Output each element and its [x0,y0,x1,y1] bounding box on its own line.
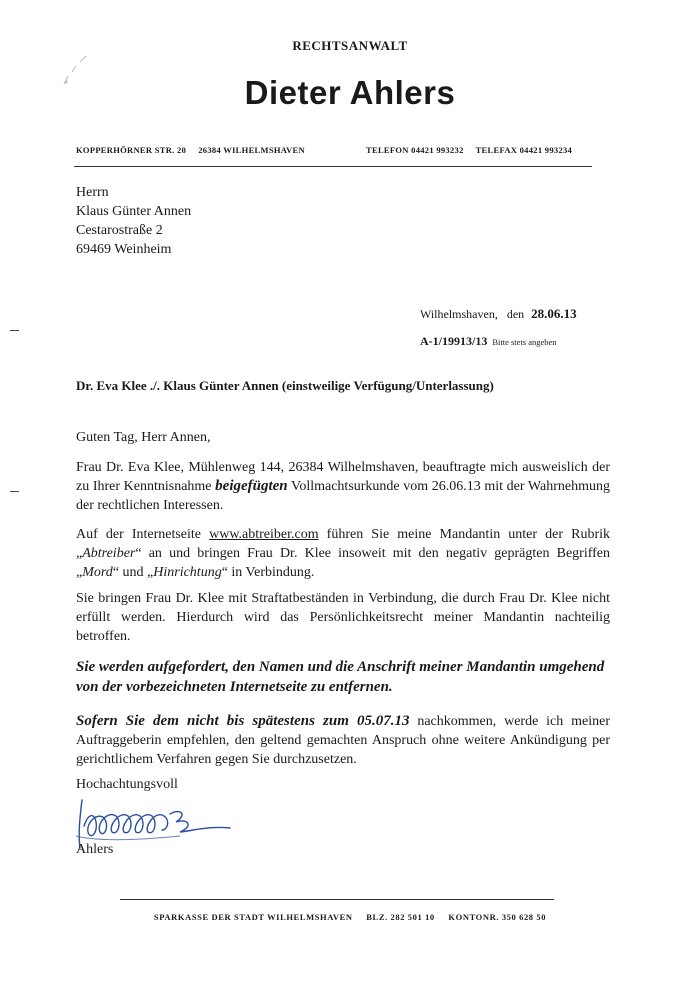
paragraph-deadline [76,712,610,769]
paragraph-mandate-text-1: Frau Dr. Eva Klee, Mühlenweg 144, 26384 Wilhelmshaven, beauftragte mich ausweislich der zu Ihrer Kenntnisnahme [76,460,610,494]
recipient-city: 69469 Weinheim [76,242,172,257]
deadline-emphasis: Sofern Sie dem nicht bis spätestens zum 05.07.13 [76,713,410,729]
greeting: Guten Tag, Herr Annen, [76,430,211,445]
subject-line: Dr. Eva Klee ./. Klaus Günter Annen (einstweilige Verfügung/Unterlassung) [76,378,494,393]
paragraph-website-text-4: “ und „ [112,565,154,580]
paragraph-mandate [76,458,610,515]
demand-statement: Sie werden aufgefordert, den Namen und die Anschrift meiner Mandantin umgehend von der vorbezeichneten Internetseite zu entfernen. [76,659,605,695]
paragraph-offences: Sie bringen Frau Dr. Klee mit Straftatbeständen in Verbindung, die durch Frau Dr. Klee nicht erfüllt werden. Hierdurch wird das Persönlichkeitsrecht meiner Mandantin nachteilig betroffen. [76,591,610,644]
footer-bank-details: SPARKASSE DER STADT WILHELMSHAVEN BLZ. 282 501 10 KONTONR. 350 628 50 [153,912,547,922]
term-mord: Mord [82,565,113,580]
letter-date: 28.06.13 [531,306,577,321]
paragraph-website-text-3: “ an und bringen Frau Dr. Klee insoweit mit den negativ geprägten Begriffen „ [76,546,610,580]
letterhead-name: Dieter Ahlers [244,74,456,111]
term-abtreiber: Abtreiber [82,546,136,561]
letterhead-address: KOPPERHÖRNER STR. 20 26384 WILHELMSHAVEN [76,145,305,155]
recipient-block [76,183,191,259]
paragraph-website-text-2: führen Sie meine Mandantin unter der Rubrik „ [76,527,610,561]
fold-mark [10,330,19,331]
reference-line [420,334,557,349]
term-hinrichtung: Hinrichtung [153,565,222,580]
paragraph-mandate-text-2: Vollmachtsurkunde vom 26.06.13 mit der Wahrnehmung der rechtlichen Interessen. [76,479,610,513]
paragraph-deadline-text: nachkommen, werde ich meiner Auftraggeberin empfehlen, den geltend gemachten Anspruch ohne weitere Ankündigung per gerichtlichem Verfahren gegen Sie durchzusetzen. [76,714,610,767]
website-link[interactable]: www.abtreiber.com [209,527,319,542]
recipient-street: Cestarostraße 2 [76,223,163,238]
date-place: Wilhelmshaven, den [420,307,525,321]
reference-note: Bitte stets angeben [492,337,557,347]
reference-number: A-1/19913/13 [420,334,488,348]
letterhead-kicker: RECHTSANWALT [292,38,408,53]
paragraph-mandate-emphasis: beigefügten [215,478,288,494]
recipient-salutation: Herrn [76,185,109,200]
signer-name: Ahlers [76,842,114,857]
letterhead-divider [74,166,592,167]
letterhead-phone: TELEFON 04421 993232 TELEFAX 04421 993234 [366,145,573,155]
recipient-name: Klaus Günter Annen [76,204,192,219]
punch-mark [10,491,19,492]
footer-divider [120,899,554,900]
paragraph-website-text-5: “ in Verbindung. [221,565,315,580]
closing-phrase: Hochachtungsvoll [76,777,178,792]
paragraph-website-text-1: Auf der Internetseite [76,527,210,542]
paragraph-website [76,525,610,582]
date-line [420,306,577,322]
